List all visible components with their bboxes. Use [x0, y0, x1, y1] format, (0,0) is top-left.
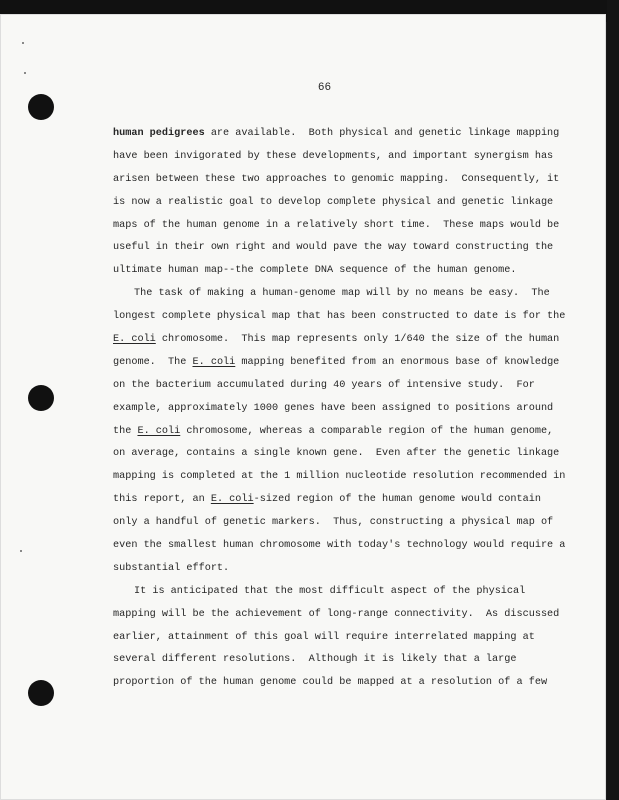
- text-run: genome. The: [113, 356, 193, 368]
- italic-species-name: E. coli: [210, 494, 254, 506]
- text-run: mapping will be the achievement of long-range connectivity. As discussed: [113, 608, 560, 620]
- text-run: on average, contains a single known gene. Even after the genetic linkage: [113, 448, 560, 460]
- text-line: [113, 375, 553, 398]
- text-line: [113, 192, 553, 215]
- text-line: [113, 215, 560, 238]
- text-line: [113, 466, 566, 489]
- text-line: [113, 329, 560, 352]
- text-line: [113, 489, 553, 512]
- text-run: -sized region of the human genome would contain: [253, 494, 541, 506]
- text-run: this report, an: [113, 494, 211, 506]
- text-run: useful in their own right and would pave the way toward constructing the: [113, 242, 554, 254]
- text-run: earlier, attainment of this goal will require interrelated mapping at: [113, 631, 535, 643]
- paragraph: [113, 283, 566, 581]
- text-line: [113, 352, 560, 375]
- text-line: [113, 283, 553, 306]
- paper-speck: [20, 550, 22, 552]
- text-run: proportion of the human genome could be mapped at a resolution of a few: [113, 677, 548, 689]
- text-run: on the bacterium accumulated during 40 years of intensive study. For: [113, 379, 535, 391]
- italic-species-name: E. coli: [113, 334, 156, 346]
- binder-hole-bottom: [28, 680, 54, 706]
- text-line: [113, 627, 553, 650]
- body-text: [113, 123, 566, 695]
- text-line: [113, 558, 553, 581]
- italic-species-name: E. coli: [137, 425, 181, 437]
- text-run: several different resolutions. Although it is likely that a large: [113, 654, 517, 666]
- text-line: [113, 581, 553, 604]
- text-line: [113, 398, 553, 421]
- text-line: [113, 604, 560, 627]
- text-run: example, approximately 1000 genes have been assigned to positions around: [113, 402, 554, 414]
- text-run: chromosome, whereas a comparable region of the human genome,: [180, 425, 554, 437]
- text-line: [113, 649, 553, 672]
- paragraph: [113, 123, 560, 283]
- text-run: human pedigrees: [113, 128, 205, 139]
- text-run: the: [113, 425, 138, 437]
- binder-hole-top: [28, 94, 54, 120]
- italic-species-name: E. coli: [192, 356, 236, 368]
- text-line: [113, 237, 553, 260]
- paper-speck: [22, 42, 24, 44]
- page-number: 66: [317, 82, 332, 94]
- text-line: [113, 535, 566, 558]
- text-line: [113, 169, 560, 192]
- text-line: [113, 260, 553, 283]
- text-run: chromosome. This map represents only 1/640 the size of the human: [155, 334, 560, 346]
- text-run: maps of the human genome in a relatively short time. These maps would be: [113, 219, 560, 231]
- text-run: ultimate human map--the complete DNA sequence of the human genome.: [113, 265, 517, 277]
- text-line: [113, 512, 553, 535]
- text-run: substantial effort.: [113, 562, 230, 574]
- text-line: [113, 672, 553, 695]
- text-line: [113, 306, 566, 329]
- text-run: mapping benefited from an enormous base of knowledge: [235, 356, 560, 368]
- text-line: [113, 421, 553, 444]
- text-line: [113, 146, 553, 169]
- paragraph: [113, 581, 560, 695]
- text-run: is now a realistic goal to develop complete physical and genetic linkage: [113, 196, 554, 208]
- text-run: only a handful of genetic markers. Thus, constructing a physical map of: [113, 517, 554, 529]
- text-run: longest complete physical map that has been constructed to date is for the: [113, 311, 566, 323]
- text-run: mapping is completed at the 1 million nucleotide resolution recommended in: [113, 471, 566, 483]
- text-line: [113, 443, 560, 466]
- text-line: [113, 123, 560, 146]
- text-run: are available. Both physical and genetic linkage mapping: [204, 128, 560, 139]
- binder-hole-middle: [28, 385, 54, 411]
- text-run: It is anticipated that the most difficult aspect of the physical: [134, 585, 526, 597]
- text-run: have been invigorated by these developments, and important synergism has: [113, 150, 554, 162]
- text-run: arisen between these two approaches to genomic mapping. Consequently, it: [113, 173, 560, 185]
- paper-speck: [24, 72, 26, 74]
- text-run: even the smallest human chromosome with today's technology would require a: [113, 540, 566, 552]
- scanner-frame-right: [607, 0, 619, 800]
- text-run: The task of making a human-genome map will by no means be easy. The: [134, 288, 550, 300]
